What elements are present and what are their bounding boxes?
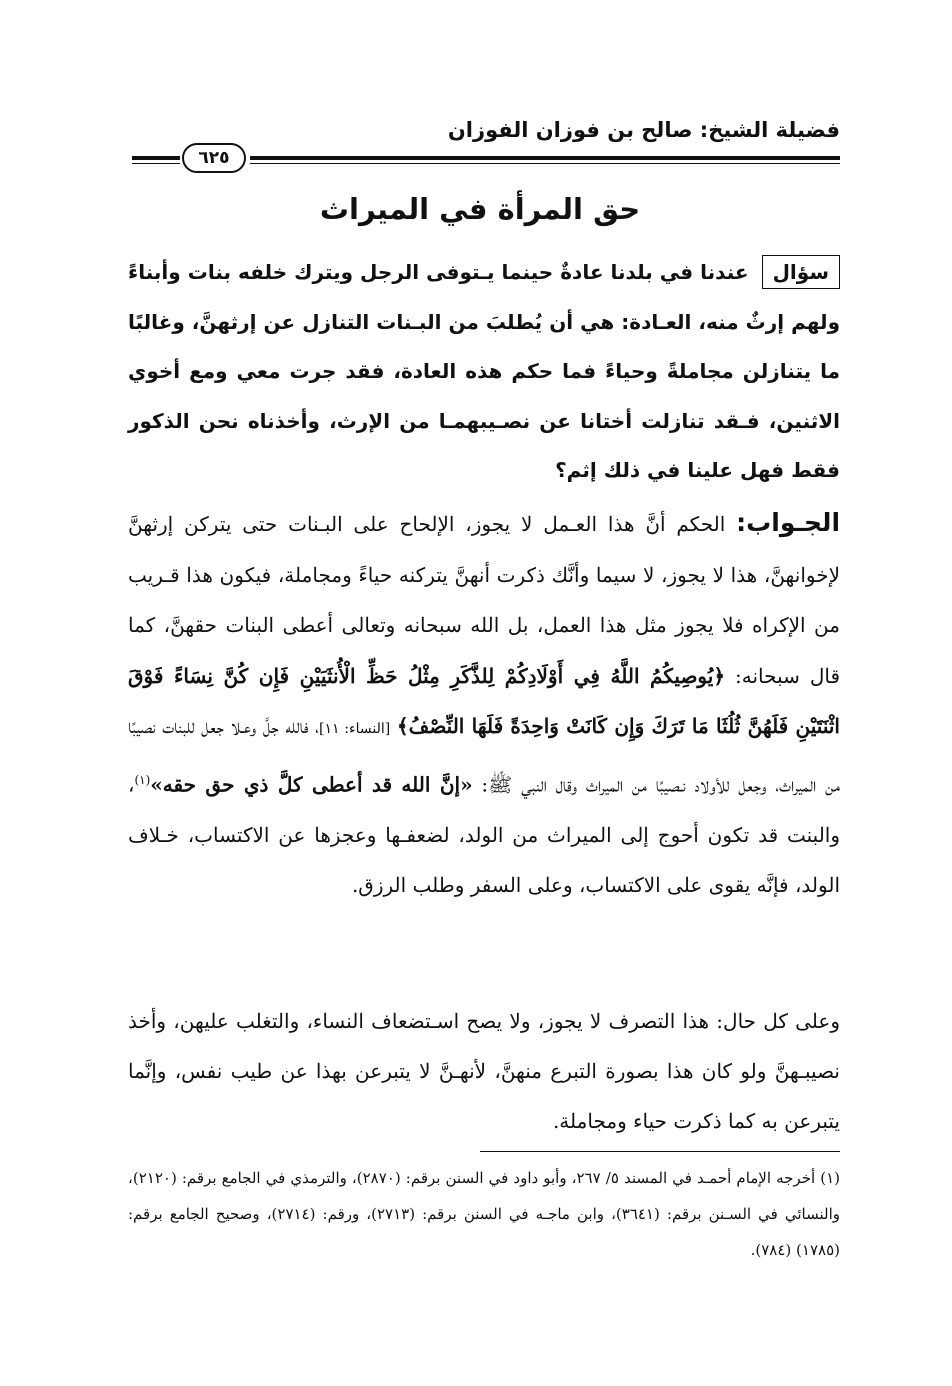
hadith-quote: «إنَّ الله قد أعطى كلَّ ذي حق حقه» [150, 772, 473, 797]
footnote-text: أخرجه الإمام أحمـد في المسند ٥/ ٢٦٧، وأبو داود في السنن برقم: (٢٨٧٠)، والترمذي في الجامع برقم: (٢١٢٠)، والنسائي في السـنن برقم: (٣٦٤١)، وابن ماجـه في السنن برقم: (٢٧١٣)، ورقم: (٢٧١٤)، وصحيح الجامع برقم: (١٧٨٥) (٧٨٤). [128, 1169, 840, 1259]
answer-text-1: الحكم أنَّ هذا العـمل لا يجوز، الإلحاح على البـنات حتى يتركن إرثهنَّ لإخوانهنَّ، هذا لا يجوز، لا سيما وأنَّك ذكرت أنهنَّ يتركنه حياءً ومجاملة، فيكون هذا قـريب من الإكراه فلا يجوز مثل هذا العمل، بل الله سبحانه وتعالى أعطى البنات حقهنَّ، كما قال سبحانه: [128, 512, 840, 688]
question-block [128, 248, 840, 496]
footnote-number: (١) [820, 1169, 840, 1187]
closing-paragraph: وعلى كل حال: هذا التصرف لا يجوز، ولا يصح اسـتضعاف النساء، والتغلب عليهن، وأخذ نصيبـهنَّ ولو كان هذا بصورة التبرع منهنَّ، لأنهـنَّ لا يتبرعن بهذا عن طيب نفس، وإنَّما يتبرعن به كما ذكرت حياء ومجاملة. [128, 1009, 840, 1133]
question-text: عندنا في بلدنا عادةٌ حينما يـتوفى الرجل ويترك خلفه بنات وأبناءً ولهم إرثٌ منه، العـادة: هي أن يُطلبَ من البـنات التنازل عن إرثهنَّ، وغالبًا ما يتنازلن مجاملةً وحياءً فما حكم هذه العادة، فقد جرت معي ومع أخوي الاثنين، فـقد تنازلت أختانا عن نصـيبهمـا من الإرث، وأخذناه نحن الذكور فقط فهل علينا في ذلك إثم؟ [128, 260, 840, 482]
answer-text-3: ، والبنت قد تكون أحوج إلى الميراث من الولد، لضعفـها وعجزها عن الاكتساب، خـلاف الولد، فإنَّه يقوى على الاكتساب، وعلى السفر وطلب الرزق. [128, 772, 840, 898]
header-rule-thin [250, 163, 840, 164]
header-rule [250, 156, 840, 160]
question-label: سؤال [762, 255, 840, 289]
answer-label: الجـواب: [736, 508, 841, 537]
verse-reference: [النساء: ١١] [319, 721, 391, 737]
footnote-marker: (١) [134, 772, 151, 787]
footnote-divider [480, 1151, 840, 1152]
running-header: فضيلة الشيخ: صالح بن فوزان الفوزان [447, 118, 840, 142]
answer-text-2: ، فالله جلَّ وعـلا جعل للبنات نصيبًا من الميراث، وجعل للأولاد نـصيبًا من الميراث وقال النبي ﷺ: [128, 714, 841, 797]
answer-block [128, 498, 840, 911]
page-number: ٦٢٥ [182, 143, 246, 173]
header-rule-left [132, 156, 180, 160]
section-title: حق المرأة في الميراث [319, 192, 641, 226]
footnotes [128, 1160, 840, 1268]
header-rule-left-thin [132, 163, 180, 164]
quran-verse: ﴿يُوصِيكُمُ اللَّهُ فِي أَوْلَادِكُمْ لِلذَّكَرِ مِثْلُ حَظِّ الْأُنثَيَيْنِ فَإِن كُنَّ نِسَاءً فَوْقَ اثْنَتَيْنِ فَلَهُنَّ ثُلُثَا مَا تَرَكَ وَإِن كَانَتْ وَاحِدَةً فَلَهَا النِّصْفُ﴾ [128, 663, 840, 738]
